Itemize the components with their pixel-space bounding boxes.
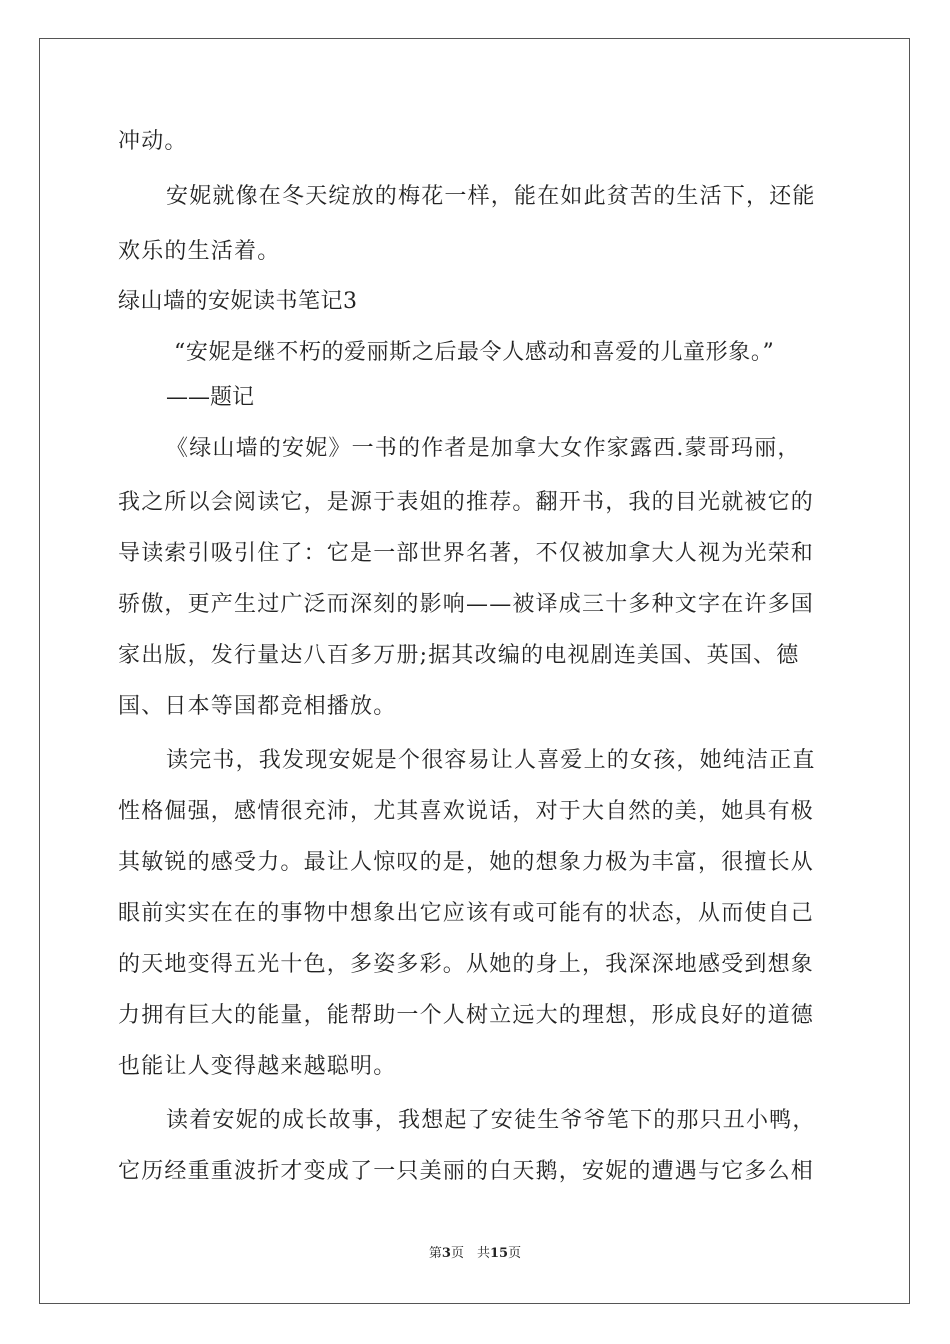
text-line: 导读索引吸引住了：它是一部世界名著，不仅被加拿大人视为光荣和 [118, 541, 815, 566]
text-line: 安妮就像在冬天绽放的梅花一样，能在如此贫苦的生活下，还能 [166, 184, 816, 209]
page-prefix: 第 [428, 1246, 442, 1261]
page-number-footer [0, 1245, 950, 1263]
text-line: 冲动。 [118, 129, 188, 154]
section-heading: 绿山墙的安妮读书笔记3 [118, 289, 358, 314]
text-line: 家出版，发行量达八百多万册;据其改编的电视剧连美国、英国、德 [118, 643, 800, 668]
text-line: 欢乐的生活着。 [118, 239, 281, 264]
text-line: 读完书，我发现安妮是个很容易让人喜爱上的女孩，她纯洁正直 [166, 748, 816, 773]
text-line: 我之所以会阅读它，是源于表姐的推荐。翻开书，我的目光就被它的 [118, 490, 815, 515]
epigraph-attribution: ——题记 [166, 385, 255, 410]
text-line: 其敏锐的感受力。最让人惊叹的是，她的想象力极为丰富，很擅长从 [118, 850, 815, 875]
text-line: 力拥有巨大的能量，能帮助一个人树立远大的理想，形成良好的道德 [118, 1003, 815, 1028]
text-line: 眼前实实在在的事物中想象出它应该有或可能有的状态，从而使自己 [118, 901, 815, 926]
text-line: 性格倔强，感情很充沛，尤其喜欢说话，对于大自然的美，她具有极 [118, 799, 815, 824]
text-line: 也能让人变得越来越聪明。 [118, 1054, 397, 1079]
page-mid: 页 共 [450, 1246, 490, 1261]
text-line: 骄傲，更产生过广泛而深刻的影响——被译成三十多种文字在许多国 [118, 592, 815, 617]
total-page-count: 15 [489, 1246, 509, 1261]
text-line: 《绿山墙的安妮》一书的作者是加拿大女作家露西.蒙哥玛丽， [166, 436, 801, 461]
epigraph-quote: “安妮是继不朽的爱丽斯之后最令人感动和喜爱的儿童形象。” [174, 340, 775, 365]
text-line: 它历经重重波折才变成了一只美丽的白天鹅，安妮的遭遇与它多么相 [118, 1159, 815, 1184]
text-line: 国、日本等国都竞相播放。 [118, 694, 397, 719]
current-page-number: 3 [441, 1246, 451, 1261]
page-suffix: 页 [508, 1246, 522, 1261]
text-line: 的天地变得五光十色，多姿多彩。从她的身上，我深深地感受到想象 [118, 952, 815, 977]
text-line: 读着安妮的成长故事，我想起了安徒生爷爷笔下的那只丑小鸭， [166, 1108, 816, 1133]
